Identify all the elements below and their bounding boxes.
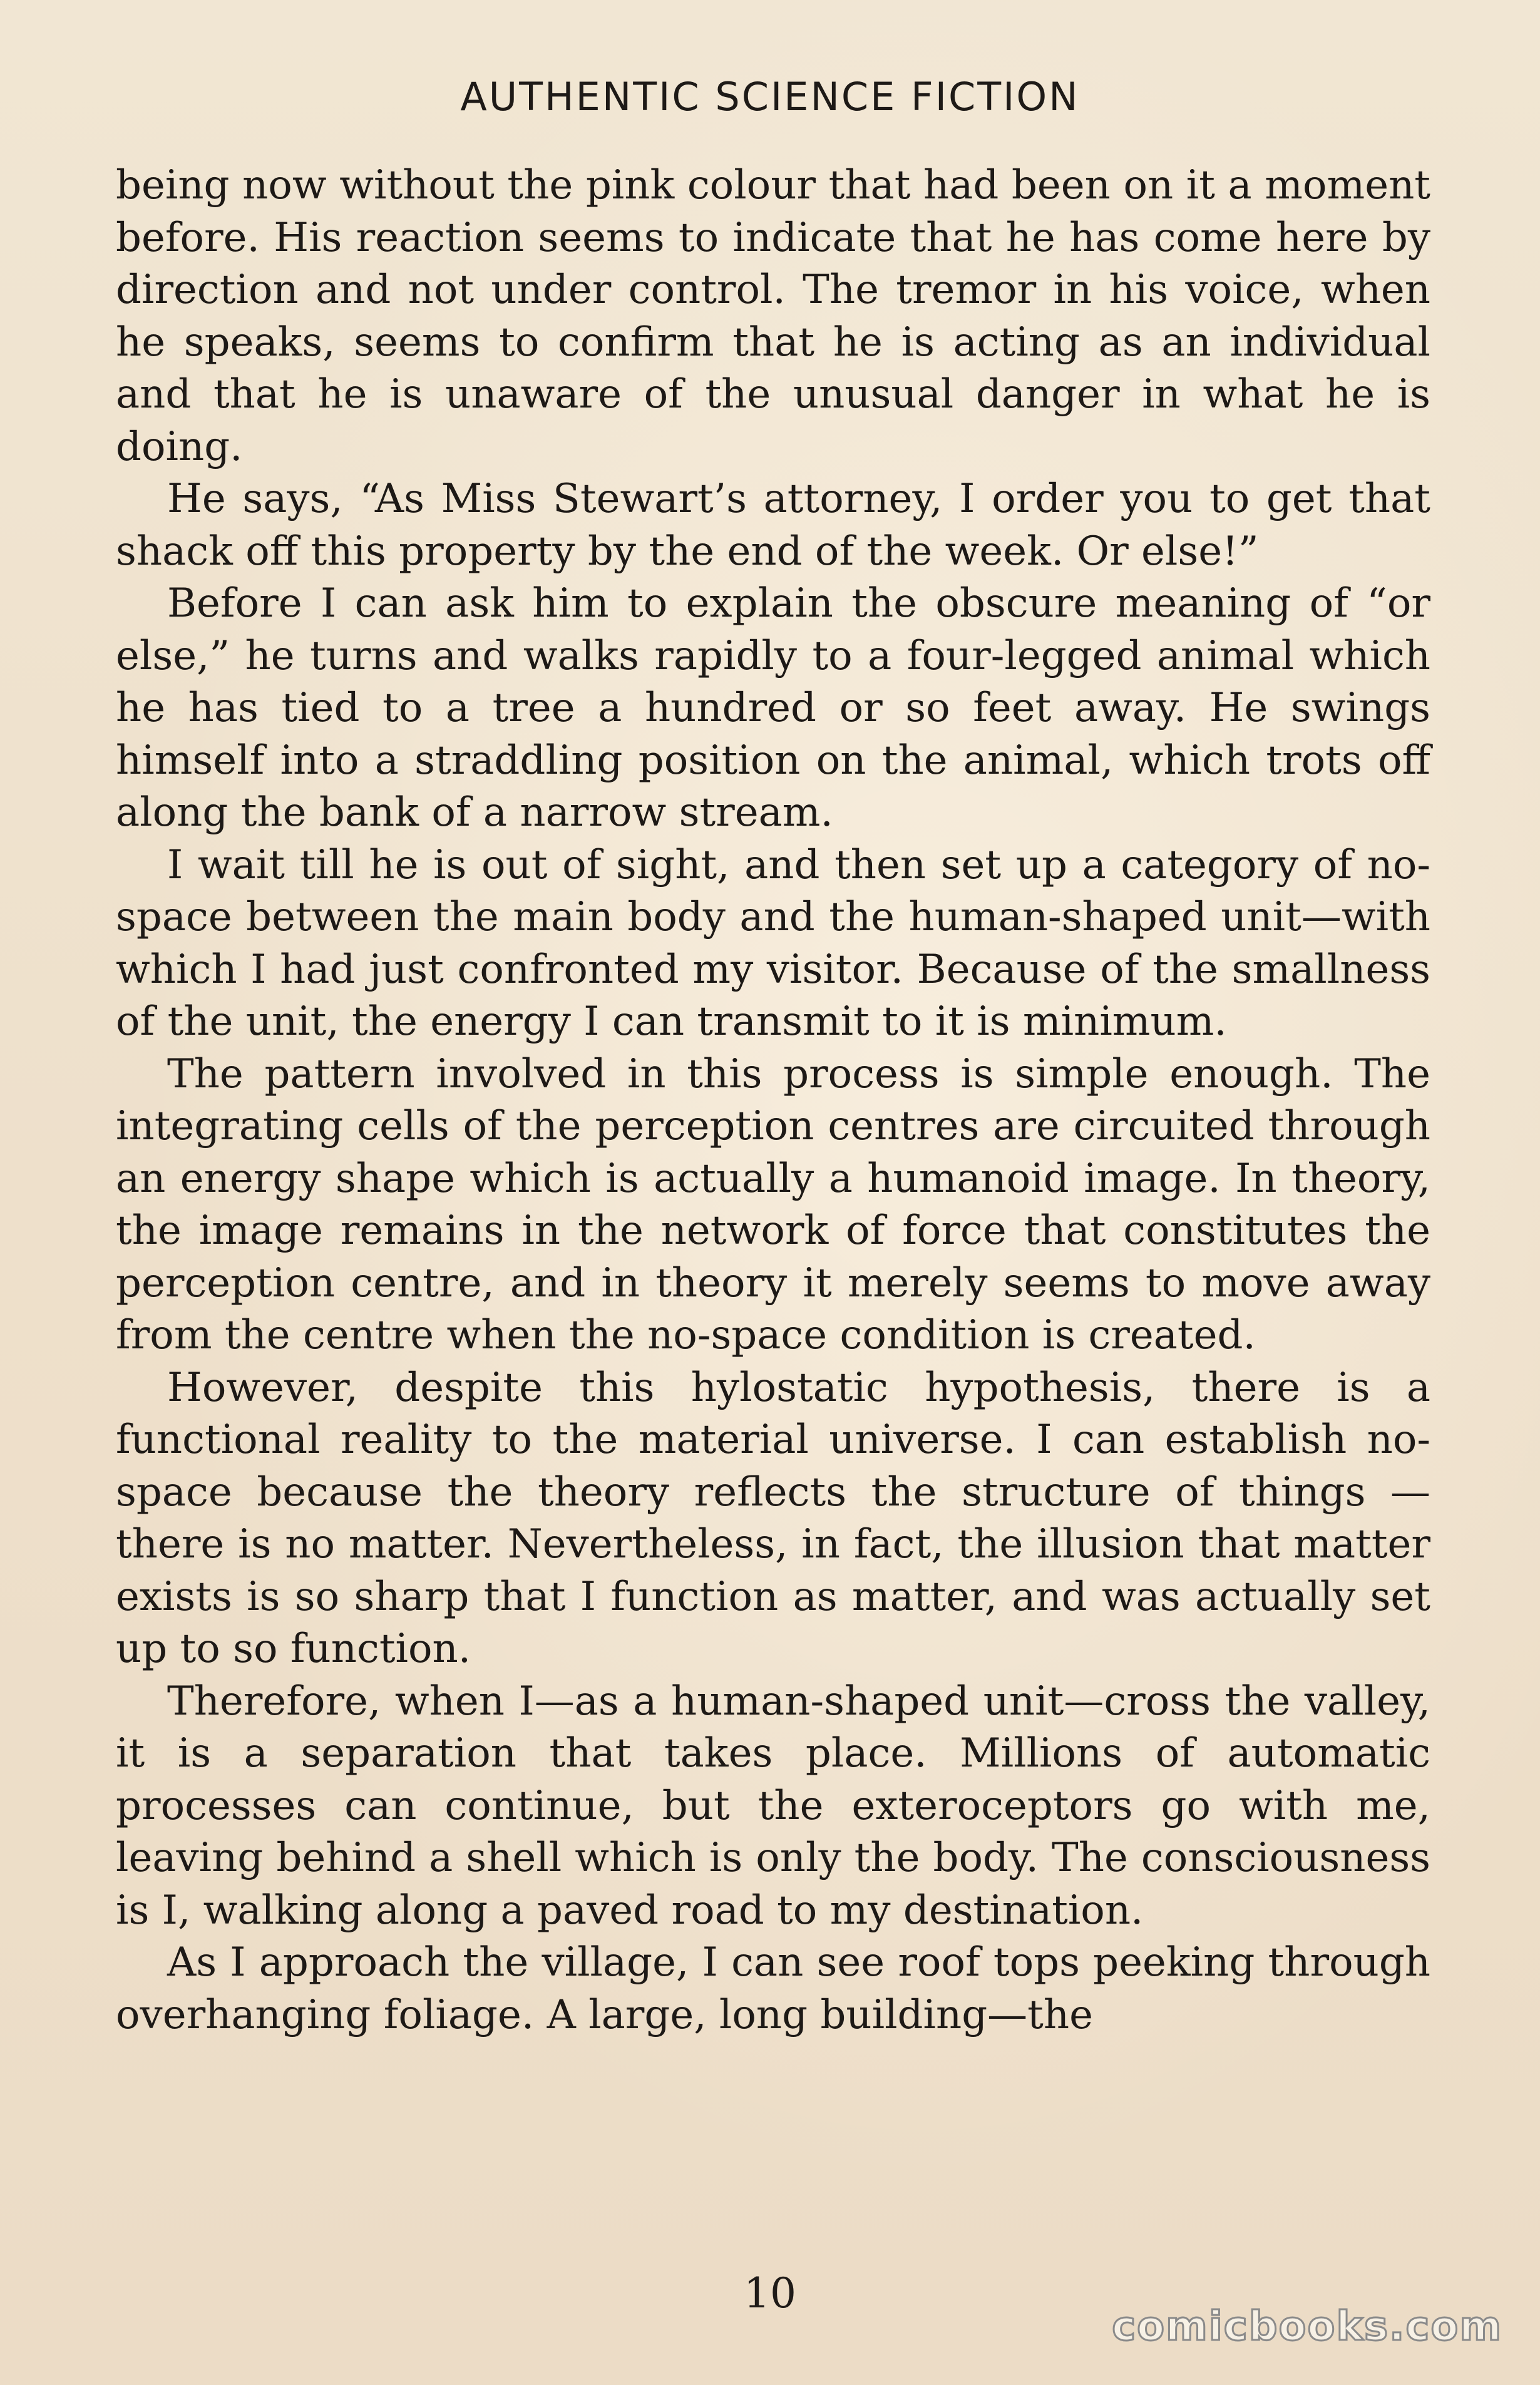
paragraph-1: being now without the pink colour that had been on it a moment before. His reaction seems to indicate that he has come here by direction and not under control. The tremor in his voice, when he speaks, seems to confirm that he is acting as an individual and that he is unaware of the unusual danger in what he is doing.: [116, 162, 1430, 470]
running-head: AUTHENTIC SCIENCE FICTION: [460, 74, 1080, 120]
paragraph-3: Before I can ask him to explain the obscure meaning of “or else,” he turns and walks rapidly to a four-legged animal which he has tied to a tree a hundred or so feet away. He swings himself into a straddling position on the animal, which trots off along the bank of a narrow stream.: [116, 580, 1430, 836]
paragraph-6: However, despite this hylostatic hypothesis, there is a functional reality to the material universe. I can establish no-space because the theory reflects the structure of things —there is no matter. Nevertheless, in fact, the illusion that matter exists is so sharp that I function as matter, and was actually set up to so function.: [116, 1364, 1430, 1672]
paragraph-5: The pattern involved in this process is simple enough. The integrating cells of the perception centres are circuited through an energy shape which is actually a humanoid image. In theory, the image remains in the network of force that constitutes the perception centre, and in theory it merely seems to move away from the centre when the no-space condition is created.: [116, 1050, 1430, 1358]
paragraph-8: As I approach the village, I can see roof tops peeking through overhanging foliage. A large, long building—the: [116, 1939, 1430, 2038]
paragraph-2: He says, “As Miss Stewart’s attorney, I order you to get that shack off this property by the end of the week. Or else!”: [116, 476, 1430, 575]
paragraph-4: I wait till he is out of sight, and then set up a category of no-space between the main body and the human-shaped unit—with which I had just confronted my visitor. Because of the smallness of the unit, the energy I can transmit to it is minimum.: [116, 841, 1430, 1045]
page-number: 10: [744, 2269, 796, 2317]
story-text: [116, 160, 1430, 2041]
paragraph-7: Therefore, when I—as a human-shaped unit—cross the valley, it is a separation that takes place. Millions of automatic processes can continue, but the exteroceptors go with me, leaving behind a shell which is only the body. The consciousness is I, walking along a paved road to my destination.: [116, 1678, 1430, 1934]
watermark-logo: comicbooks.com: [1112, 2304, 1502, 2350]
